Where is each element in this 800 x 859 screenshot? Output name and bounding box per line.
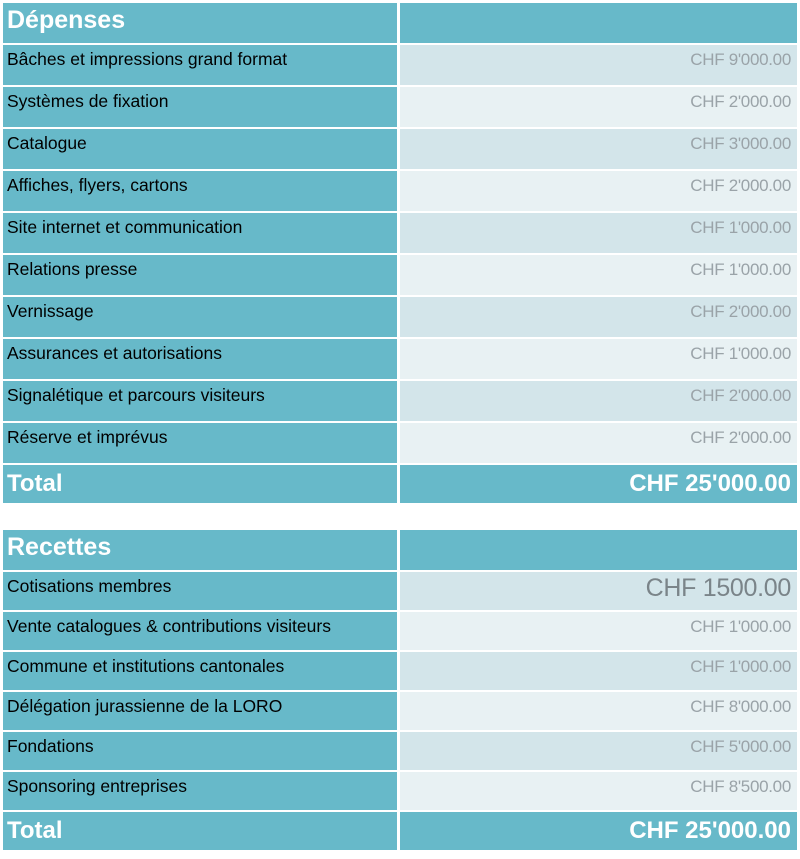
row-label: Catalogue — [3, 129, 397, 171]
income-total-row — [3, 812, 797, 852]
expenses-table — [3, 3, 797, 505]
income-header-row — [3, 530, 797, 572]
row-amount: CHF 1'000.00 — [400, 339, 797, 381]
row-label: Sponsoring entreprises — [3, 772, 397, 812]
expenses-header-blank — [400, 3, 797, 45]
row-label: Réserve et imprévus — [3, 423, 397, 465]
row-amount: CHF 8'000.00 — [400, 692, 797, 732]
table-row — [3, 129, 797, 171]
row-amount: CHF 1'000.00 — [400, 213, 797, 255]
row-label: Systèmes de fixation — [3, 87, 397, 129]
expenses-total-row — [3, 465, 797, 505]
table-row — [3, 652, 797, 692]
row-amount: CHF 5'000.00 — [400, 732, 797, 772]
row-label: Cotisations membres — [3, 572, 397, 612]
table-row — [3, 171, 797, 213]
row-label: Bâches et impressions grand format — [3, 45, 397, 87]
income-table — [3, 530, 797, 852]
row-amount: CHF 2'000.00 — [400, 423, 797, 465]
row-label: Signalétique et parcours visiteurs — [3, 381, 397, 423]
total-label: Total — [3, 465, 397, 505]
table-row — [3, 692, 797, 732]
total-label: Total — [3, 812, 397, 852]
row-amount: CHF 1'000.00 — [400, 612, 797, 652]
row-label: Commune et institutions cantonales — [3, 652, 397, 692]
table-row — [3, 87, 797, 129]
row-label: Site internet et communication — [3, 213, 397, 255]
table-row — [3, 45, 797, 87]
table-row — [3, 339, 797, 381]
income-title: Recettes — [3, 530, 397, 572]
table-row — [3, 612, 797, 652]
row-amount: CHF 2'000.00 — [400, 381, 797, 423]
income-header-blank — [400, 530, 797, 572]
row-amount: CHF 2'000.00 — [400, 87, 797, 129]
row-label: Délégation jurassienne de la LORO — [3, 692, 397, 732]
row-amount: CHF 3'000.00 — [400, 129, 797, 171]
row-amount: CHF 9'000.00 — [400, 45, 797, 87]
row-amount: CHF 1500.00 — [400, 572, 797, 612]
table-row — [3, 772, 797, 812]
row-label: Vente catalogues & contributions visiteurs — [3, 612, 397, 652]
table-row — [3, 213, 797, 255]
table-row — [3, 572, 797, 612]
expenses-header-row — [3, 3, 797, 45]
table-row — [3, 255, 797, 297]
table-row — [3, 732, 797, 772]
expenses-title: Dépenses — [3, 3, 397, 45]
table-row — [3, 297, 797, 339]
row-label: Assurances et autorisations — [3, 339, 397, 381]
total-amount: CHF 25'000.00 — [400, 465, 797, 505]
row-amount: CHF 1'000.00 — [400, 652, 797, 692]
row-amount: CHF 8'500.00 — [400, 772, 797, 812]
row-label: Fondations — [3, 732, 397, 772]
row-amount: CHF 1'000.00 — [400, 255, 797, 297]
row-amount: CHF 2'000.00 — [400, 297, 797, 339]
table-row — [3, 423, 797, 465]
row-label: Affiches, flyers, cartons — [3, 171, 397, 213]
total-amount: CHF 25'000.00 — [400, 812, 797, 852]
row-amount: CHF 2'000.00 — [400, 171, 797, 213]
row-label: Vernissage — [3, 297, 397, 339]
row-label: Relations presse — [3, 255, 397, 297]
table-row — [3, 381, 797, 423]
